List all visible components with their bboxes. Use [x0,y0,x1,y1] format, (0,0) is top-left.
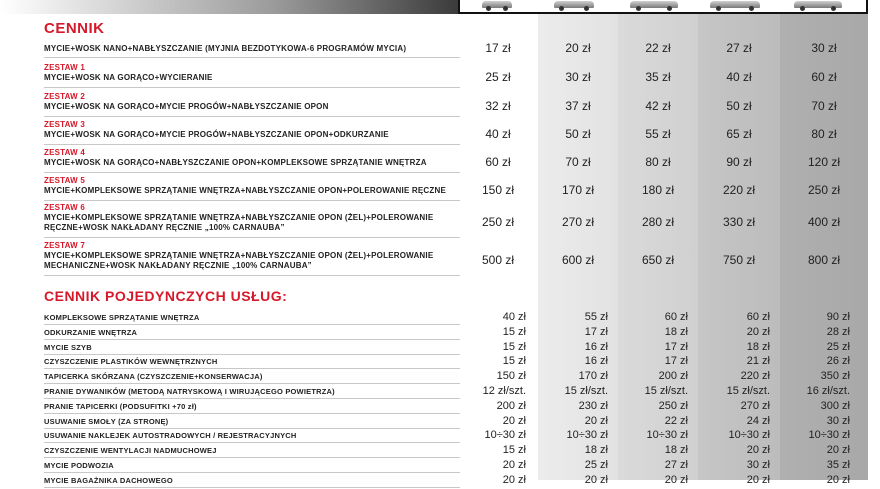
row-divider [44,87,460,88]
service-price: 200 zł [496,399,526,412]
row-divider [44,339,460,340]
service-price: 18 zł [584,444,608,457]
package-price: 70 zł [565,155,591,169]
package-price: 400 zł [807,215,841,229]
package-price: 180 zł [641,183,675,197]
service-price: 270 zł [740,399,770,412]
service-price: 15 zł [502,325,526,338]
package-price: 32 zł [485,99,511,113]
service-price: 18 zł [664,325,688,338]
service-price: 15 zł [502,444,526,457]
package-price: 270 zł [561,215,595,229]
package-description [44,148,458,168]
package-price: 42 zł [645,99,671,113]
package-description [44,120,458,140]
package-description-line: MYCIE+KOMPLEKSOWE SPRZĄTANIE WNĘTRZA+NABŁYSZCZANIE OPON (ŻEL)+POLEROWANIE [44,251,434,260]
package-price: 30 zł [811,41,837,55]
package-row [0,238,880,274]
row-divider [44,428,460,429]
package-description-line: MYCIE+WOSK NA GORĄCO+WYCIERANIE [44,73,213,82]
package-row [0,89,880,115]
package-row [0,40,880,56]
section-title-cennik: CENNIK [44,20,105,37]
package-price: 330 zł [722,215,756,229]
service-price: 10÷30 zł [566,429,608,442]
package-set-label: ZESTAW 3 [44,120,86,129]
service-price: 10÷30 zł [808,429,850,442]
package-price: 170 zł [561,183,595,197]
package-price: 500 zł [481,253,515,267]
package-price: 25 zł [485,70,511,84]
service-price: 21 zł [746,355,770,368]
package-price: 650 zł [641,253,675,267]
package-set-label: ZESTAW 2 [44,92,86,101]
service-price: 20 zł [746,444,770,457]
package-price: 35 zł [645,70,671,84]
service-price: 16 zł [584,340,608,353]
package-description [44,203,458,233]
package-row [0,60,880,86]
package-description-line: MYCIE+WOSK NA GORĄCO+MYCIE PROGÓW+NABŁYSZCZANIE OPON [44,102,329,111]
package-price: 600 zł [561,253,595,267]
service-price: 250 zł [658,399,688,412]
package-price: 70 zł [811,99,837,113]
service-name: CZYSZCZENIE WENTYLACJI NADMUCHOWEJ [44,446,217,456]
package-price: 40 zł [726,70,752,84]
service-price: 15 zł/szt. [564,385,608,397]
service-price: 10÷30 zł [646,429,688,442]
service-price: 90 zł [826,311,850,323]
service-name: MYCIE BAGAŻNIKA DACHOWEGO [44,475,173,485]
package-price: 50 zł [565,127,591,141]
service-price: 60 zł [664,311,688,323]
package-price: 37 zł [565,99,591,113]
service-price: 230 zł [578,399,608,412]
service-price: 17 zł [664,355,688,368]
row-divider [44,472,460,473]
service-name: PRANIE DYWANIKÓW (METODĄ NATRYSKOWĄ I WIRUJĄCEGO POWIETRZA) [44,387,335,396]
service-price: 20 zł [584,473,608,486]
package-description-line: MECHANICZNE+WOSK NAKŁADANY RĘCZNIE „100% CARNAUBA” [44,261,312,270]
service-name: TAPICERKA SKÓRZANA (CZYSZCZENIE+KONSERWACJA) [44,372,263,382]
service-price: 220 zł [740,370,770,383]
package-price: 60 zł [811,70,837,84]
package-description [44,44,458,54]
package-set-label: ZESTAW 7 [44,241,86,250]
service-price: 10÷30 zł [728,429,770,442]
service-price: 20 zł [502,473,526,486]
service-price: 300 zł [820,399,850,412]
row-divider [44,57,460,58]
package-row [0,173,880,199]
service-price: 27 zł [664,459,688,471]
package-price: 60 zł [485,155,511,169]
service-name: USUWANIE NAKLEJEK AUTOSTRADOWYCH / REJESTRACYJNYCH [44,431,297,441]
row-divider [44,368,460,369]
package-description-line: MYCIE+KOMPLEKSOWE SPRZĄTANIE WNĘTRZA+NABŁYSZCZANIE OPON (ŻEL)+POLEROWANIE [44,213,434,222]
service-price: 15 zł [502,340,526,353]
service-price: 25 zł [826,340,850,353]
package-description-line: MYCIE+WOSK NA GORĄCO+NABŁYSZCZANIE OPON+KOMPLEKSOWE SPRZĄTANIE WNĘTRZA [44,158,427,167]
package-description [44,241,458,271]
service-price: 10÷30 zł [484,429,526,442]
service-price: 150 zł [496,370,526,383]
service-name: ODKURZANIE WNĘTRZA [44,327,138,337]
top-banner [0,0,880,14]
package-price: 40 zł [485,127,511,141]
package-description [44,63,458,83]
service-price: 60 zł [746,311,770,323]
package-price: 65 zł [726,127,752,141]
row-divider [44,275,460,276]
package-price: 90 zł [726,155,752,169]
package-price: 30 zł [565,70,591,84]
service-price: 40 zł [502,311,526,323]
service-price: 20 zł [826,444,850,457]
service-name: MYCIE SZYB [44,342,92,352]
package-description [44,92,458,112]
service-price: 16 zł [584,355,608,368]
service-price: 24 zł [746,414,770,427]
service-price: 18 zł [746,340,770,353]
service-price: 22 zł [664,414,688,427]
car-van-icon [794,1,842,8]
package-row [0,117,880,143]
service-price: 17 zł [664,340,688,353]
service-price: 200 zł [658,370,688,383]
package-row [0,200,880,236]
service-price: 170 zł [578,370,608,383]
package-price: 220 zł [722,183,756,197]
package-price: 250 zł [481,215,515,229]
row-divider [44,383,460,384]
service-price: 20 zł [746,473,770,486]
package-set-label: ZESTAW 6 [44,203,86,212]
service-price: 12 zł/szt. [482,385,526,397]
service-price: 26 zł [826,355,850,368]
car-sedan-icon [630,1,678,8]
row-divider [44,413,460,414]
row-divider [44,487,460,488]
package-price: 27 zł [726,41,752,55]
car-compact-icon [554,1,594,8]
package-price: 280 zł [641,215,675,229]
package-set-label: ZESTAW 1 [44,63,86,72]
service-price: 28 zł [826,325,850,338]
service-price: 30 zł [826,414,850,427]
service-price: 350 zł [820,370,850,383]
package-price: 20 zł [565,41,591,55]
service-price: 20 zł [826,473,850,486]
service-price: 30 zł [746,459,770,471]
package-price: 750 zł [722,253,756,267]
package-price: 80 zł [811,127,837,141]
service-price: 55 zł [584,311,608,323]
service-price: 17 zł [584,325,608,338]
service-price: 20 zł [746,325,770,338]
package-price: 50 zł [726,99,752,113]
package-description-line: MYCIE+WOSK NA GORĄCO+MYCIE PROGÓW+NABŁYSZCZANIE OPON+ODKURZANIE [44,130,389,139]
package-description-line: MYCIE+KOMPLEKSOWE SPRZĄTANIE WNĘTRZA+NABŁYSZCZANIE OPON+POLEROWANIE RĘCZNE [44,186,447,195]
banner-gradient [0,0,460,14]
service-price: 15 zł/szt. [726,385,770,397]
package-set-label: ZESTAW 5 [44,176,86,185]
service-price: 20 zł [664,473,688,486]
package-price: 800 zł [807,253,841,267]
row-divider [44,324,460,325]
service-price: 16 zł/szt. [806,385,850,397]
service-price: 35 zł [826,459,850,471]
car-suv-icon [710,1,760,8]
package-row [0,145,880,171]
service-price: 20 zł [502,459,526,471]
service-price: 18 zł [664,444,688,457]
row-divider [44,457,460,458]
service-name: PRANIE TAPICERKI (PODSUFITKI +70 zł) [44,401,197,411]
service-price: 20 zł [502,414,526,427]
section-title-single-services: CENNIK POJEDYNCZYCH USŁUG: [44,288,288,304]
service-name: MYCIE PODWOZIA [44,461,114,470]
service-name: CZYSZCZENIE PLASTIKÓW WEWNĘTRZNYCH [44,357,218,367]
package-price: 55 zł [645,127,671,141]
service-price: 25 zł [584,459,608,471]
package-price: 120 zł [807,155,841,169]
package-price: 80 zł [645,155,671,169]
package-price: 150 zł [481,183,515,197]
service-price: 15 zł/szt. [644,385,688,397]
car-small-icon [482,1,512,8]
row-divider [44,354,460,355]
vehicle-size-header [458,0,868,14]
package-price: 22 zł [645,41,671,55]
package-price: 250 zł [807,183,841,197]
service-price: 20 zł [584,414,608,427]
row-divider [44,398,460,399]
package-price: 17 zł [485,41,511,55]
service-name: KOMPLEKSOWE SPRZĄTANIE WNĘTRZA [44,313,200,322]
service-name: USUWANIE SMOŁY (ZA STRONĘ) [44,416,169,426]
package-set-label: ZESTAW 4 [44,148,86,157]
service-price: 15 zł [502,355,526,368]
package-description-line: RĘCZNE+WOSK NAKŁADANY RĘCZNIE „100% CARNAUBA” [44,223,285,232]
package-description [44,176,458,196]
package-description-line: MYCIE+WOSK NANO+NABŁYSZCZANIE (MYJNIA BEZDOTYKOWA-6 PROGRAMÓW MYCIA) [44,44,407,53]
row-divider [44,442,460,443]
